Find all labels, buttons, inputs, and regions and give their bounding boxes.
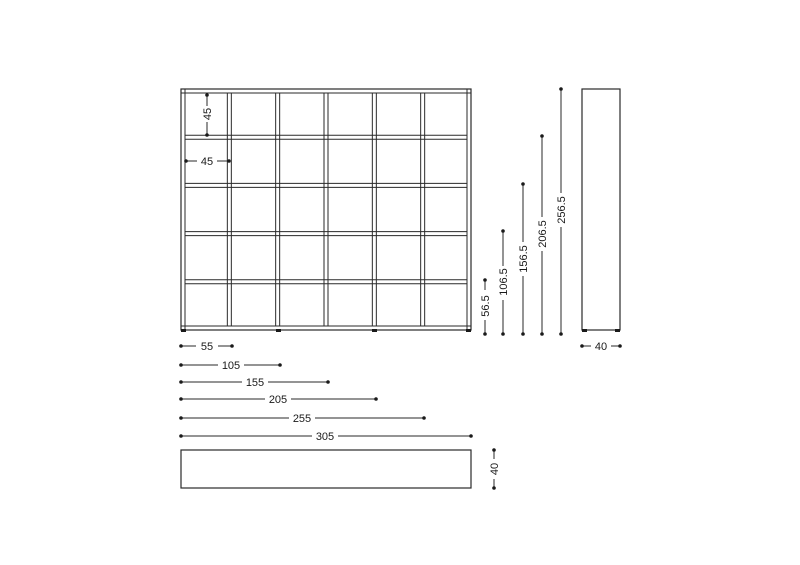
cell-width-dimension xyxy=(184,155,231,168)
plan-outline xyxy=(181,450,471,488)
height-dimension-256-5 xyxy=(554,87,568,336)
shelf-grid xyxy=(181,89,471,330)
height-dimension-106-5 xyxy=(496,229,510,336)
width-dimension-105 xyxy=(179,359,282,372)
foot xyxy=(372,329,377,332)
width-dimension-155 xyxy=(179,376,330,389)
side-outline xyxy=(582,89,620,330)
side-depth-dimension xyxy=(580,340,622,353)
foot xyxy=(466,329,471,332)
width-label: 155 xyxy=(245,377,265,389)
width-dimension-305 xyxy=(179,430,473,443)
width-dimension-205 xyxy=(179,393,378,406)
foot xyxy=(582,329,587,332)
cell-height-dimension xyxy=(200,93,214,137)
width-label: 205 xyxy=(268,394,288,406)
front-elevation xyxy=(181,89,471,332)
height-label: 156.5 xyxy=(518,245,530,273)
width-label: 305 xyxy=(315,431,335,443)
plan-view xyxy=(181,448,501,490)
height-label: 206.5 xyxy=(537,220,549,248)
width-label: 55 xyxy=(200,341,214,353)
foot xyxy=(615,329,620,332)
height-dimensions xyxy=(478,87,568,336)
height-dimension-56-5 xyxy=(478,278,492,336)
foot xyxy=(276,329,281,332)
width-dimension-55 xyxy=(179,340,234,353)
cell-height-label: 45 xyxy=(202,107,214,121)
height-dimension-156-5 xyxy=(516,182,530,336)
height-label: 56.5 xyxy=(480,295,492,317)
plan-depth-dimension xyxy=(487,448,501,490)
height-dimension-206-5 xyxy=(535,134,549,336)
width-dimension-255 xyxy=(179,412,426,425)
width-label: 255 xyxy=(292,413,312,425)
height-label: 256.5 xyxy=(556,196,568,224)
bookcase-outline xyxy=(181,89,471,330)
side-depth-label: 40 xyxy=(594,341,608,353)
foot xyxy=(181,329,186,332)
cell-width-label: 45 xyxy=(200,156,214,168)
side-view xyxy=(580,89,622,353)
width-dimensions xyxy=(179,340,473,443)
width-label: 105 xyxy=(221,360,241,372)
plan-depth-label: 40 xyxy=(489,462,501,476)
height-label: 106.5 xyxy=(498,268,510,296)
